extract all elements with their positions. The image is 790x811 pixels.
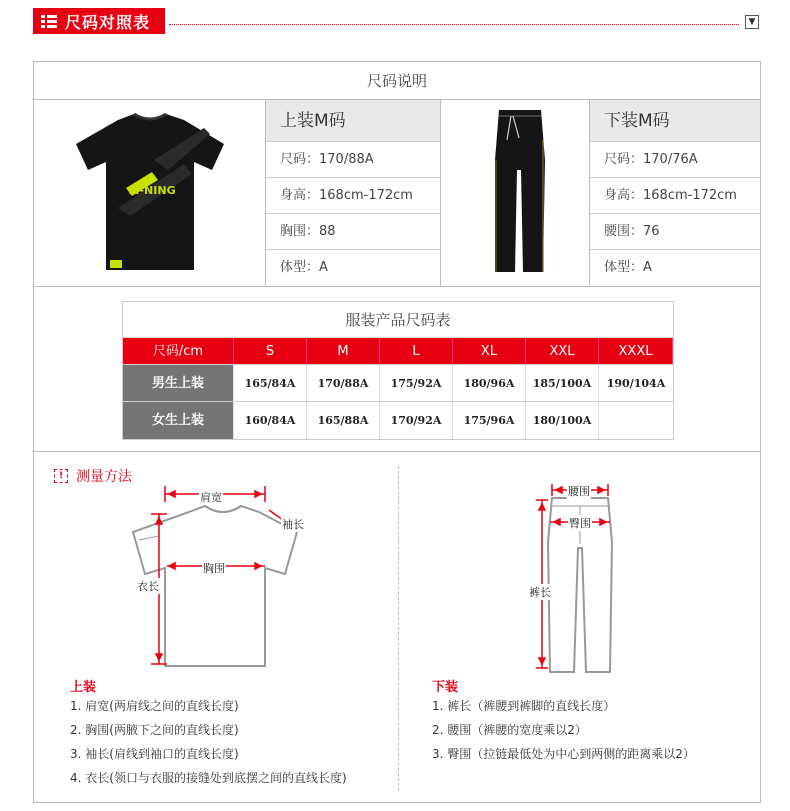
length-label: 衣长 bbox=[137, 580, 159, 593]
top-spec-heading: 上装M码 bbox=[266, 100, 440, 142]
bottom-spec-waist: 腰围：76 bbox=[590, 214, 760, 250]
size-table-header bbox=[123, 338, 673, 365]
header-title: 尺码对照表 bbox=[65, 12, 151, 32]
pants-image bbox=[440, 100, 590, 287]
table-cell: 165/88A bbox=[307, 402, 380, 439]
header-cell: M bbox=[307, 338, 380, 364]
list-item: 3. 袖长(肩线到袖口的直线长度) bbox=[70, 747, 239, 761]
list-item: 4. 衣长(领口与衣服的接缝处到底摆之间的直线长度) bbox=[70, 771, 347, 785]
header-cell: XXL bbox=[526, 338, 599, 364]
table-cell: 190/104A bbox=[606, 377, 666, 390]
tshirt-image bbox=[34, 100, 266, 287]
header-title-box bbox=[33, 8, 165, 34]
size-intro bbox=[34, 100, 760, 287]
sleeve-label: 袖长 bbox=[282, 518, 304, 531]
table-cell: 180/100A bbox=[526, 402, 599, 439]
list-item: 2. 胸围(两腋下之间的直线长度) bbox=[70, 723, 239, 737]
table-cell: 170/88A bbox=[307, 365, 380, 401]
list-item: 1. 肩宽(两肩线之间的直线长度) bbox=[70, 699, 239, 713]
list-item: 1. 裤长（裤腰到裤脚的直线长度） bbox=[432, 699, 616, 713]
list-icon bbox=[41, 15, 57, 28]
bottom-spec-heading: 下装M码 bbox=[590, 100, 760, 142]
size-table-caption: 服装产品尺码表 bbox=[123, 302, 673, 338]
bottom-subheading: 下装 bbox=[432, 680, 459, 695]
header-cell: XXXL bbox=[599, 338, 673, 364]
table-cell: 175/92A bbox=[380, 365, 453, 401]
table-row bbox=[123, 402, 673, 439]
info-icon: ! bbox=[54, 469, 68, 483]
hip-label: 臀围 bbox=[569, 517, 591, 530]
shoulder-label: 肩宽 bbox=[200, 491, 222, 504]
list-item: 3. 臀围（拉链最低处为中心到两侧的距离乘以2） bbox=[432, 747, 695, 761]
bottom-spec-size: 尺码：170/76A bbox=[590, 142, 760, 178]
row-label: 女生上装 bbox=[123, 402, 234, 439]
header-divider bbox=[169, 24, 739, 25]
table-cell: 180/96A bbox=[453, 365, 526, 401]
list-item: 2. 腰围（裤腰的宽度乘以2） bbox=[432, 723, 587, 737]
section-divider bbox=[398, 466, 399, 791]
row-label: 男生上装 bbox=[123, 365, 234, 401]
table-cell: 160/84A bbox=[234, 402, 307, 439]
header-cell: 尺码/cm bbox=[123, 338, 234, 364]
bottom-measure-list bbox=[432, 694, 695, 766]
top-spec-chest: 胸围：88 bbox=[266, 214, 440, 250]
pants-length-label: 裤长 bbox=[529, 586, 551, 599]
chest-label: 胸围 bbox=[203, 562, 225, 575]
section-header bbox=[33, 8, 761, 34]
table-cell: 165/84A bbox=[234, 365, 307, 401]
table-row bbox=[123, 365, 673, 402]
measure-title: 测量方法 bbox=[76, 469, 132, 485]
top-subheading: 上装 bbox=[70, 680, 97, 695]
waist-label: 腰围 bbox=[568, 485, 590, 498]
header-cell: S bbox=[234, 338, 307, 364]
measure-section bbox=[34, 451, 760, 803]
shirt-logo-text: LI-NING bbox=[128, 184, 176, 197]
table-cell: 185/100A bbox=[526, 365, 599, 401]
table-cell bbox=[599, 402, 673, 439]
header-cell: L bbox=[380, 338, 453, 364]
top-spec-height: 身高：168cm-172cm bbox=[266, 178, 440, 214]
bottom-spec bbox=[590, 100, 760, 286]
header-cell: XL bbox=[453, 338, 526, 364]
top-spec-size: 尺码：170/88A bbox=[266, 142, 440, 178]
table-cell: 175/96A bbox=[453, 402, 526, 439]
top-spec bbox=[266, 100, 440, 286]
bottom-spec-build: 体型：A bbox=[604, 260, 652, 275]
size-chart-frame bbox=[33, 61, 761, 803]
top-spec-build: 体型：A bbox=[280, 260, 328, 275]
pants-diagram bbox=[524, 482, 634, 682]
top-measure-list bbox=[70, 694, 347, 790]
bottom-spec-height: 身高：168cm-172cm bbox=[590, 178, 760, 214]
table-cell: 170/92A bbox=[380, 402, 453, 439]
intro-title: 尺码说明 bbox=[34, 62, 760, 100]
size-table bbox=[122, 301, 674, 440]
chevron-down-icon[interactable]: ▼ bbox=[745, 15, 759, 29]
